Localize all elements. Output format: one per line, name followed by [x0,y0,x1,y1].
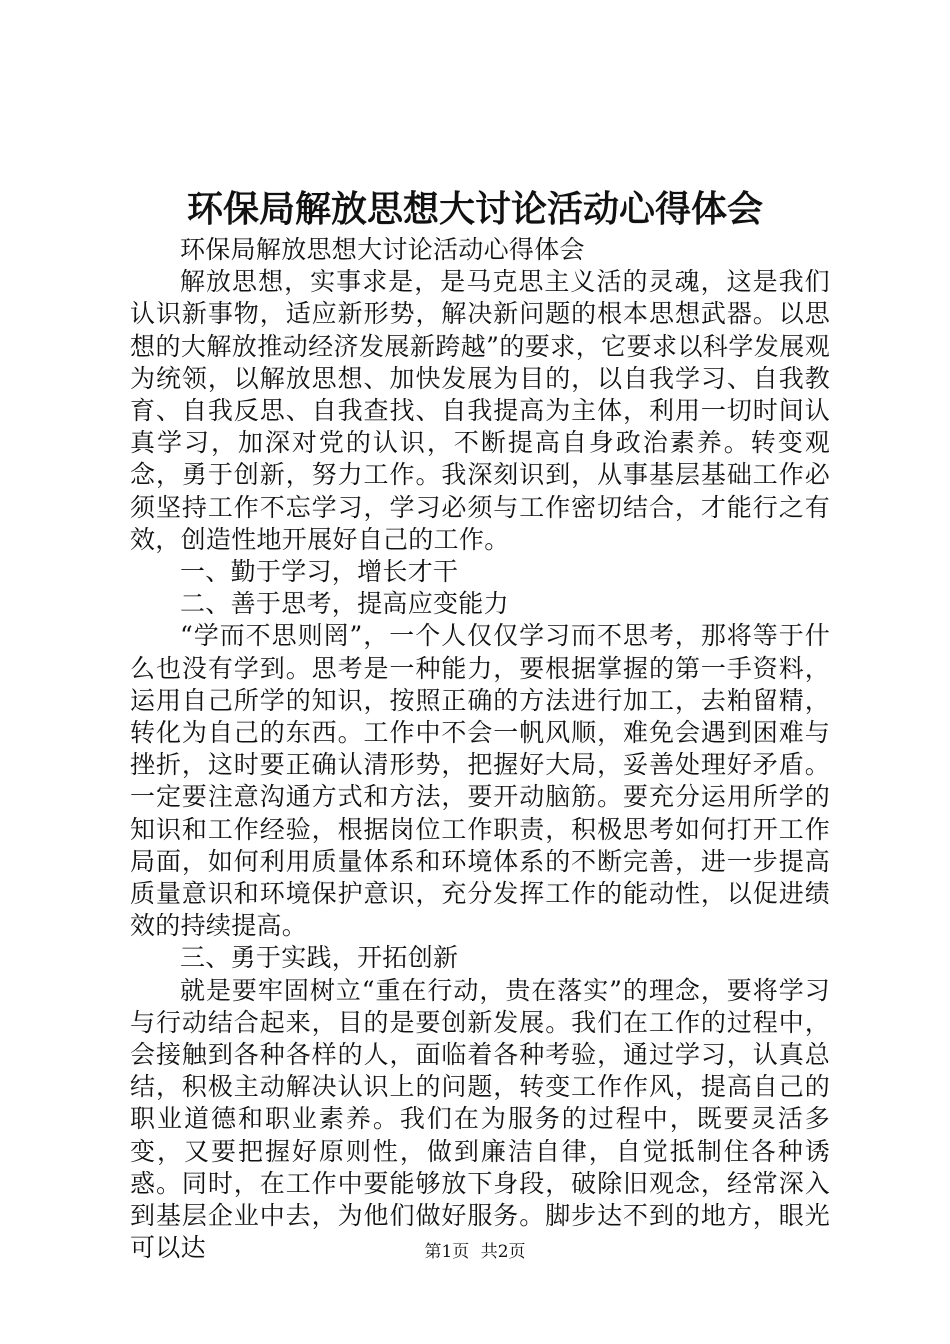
section-heading-2: 二、善于思考，提高应变能力 [180,589,509,619]
paragraph-intro: 解放思想，实事求是，是马克思主义活的灵魂，这是我们认识新事物，适应新形势，解决新问题的根本思想武器。以思想的大解放推动经济发展新跨越”的要求，它要求以科学发展观为统领，以解放思想、加快发展为目的，以自我学习、自我教育、自我反思、自我查找、自我提高为主体，利用一切时间认真学习，加深对党的认识，不断提高自身政治素养。转变观念，勇于创新，努力工作。我深刻识到，从事基层基础工作必须坚持工作不忘学习，学习必须与工作密切结合，才能行之有效，创造性地开展好自己的工作。 [130,267,830,554]
paragraph-thinking: “学而不思则罔”，一个人仅仅学习而不思考，那将等于什么也没有学到。思考是一种能力，要根据掌握的第一手资料，运用自己所学的知识，按照正确的方法进行加工，去粕留精，转化为自己的东西。工作中不会一帆风顺，难免会遇到困难与挫折，这时要正确认清形势，把握好大局，妥善处理好矛盾。一定要注意沟通方式和方法，要开动脑筋。要充分运用所学的知识和工作经验，根据岗位工作职责，积极思考如何打开工作局面，如何利用质量体系和环境体系的不断完善，进一步提高质量意识和环境保护意识，充分发挥工作的能动性，以促进绩效的持续提高。 [130,621,830,941]
document-title: 环保局解放思想大讨论活动心得体会 [186,188,763,230]
paragraph-practice: 就是要牢固树立“重在行动，贵在落实”的理念，要将学习与行动结合起来，目的是要创新发展。我们在工作的过程中，会接触到各种各样的人，面临着各种考验，通过学习，认真总结，积极主动解决认识上的问题，转变工作作风，提高自己的职业道德和职业素养。我们在为服务的过程中，既要灵活多变，又要把握好原则性，做到廉洁自律，自觉抵制住各种诱惑。同时，在工作中要能够放下身段，破除旧观念，经常深入到基层企业中去，为他们做好服务。脚步达不到的地方，眼光可以达 [130,975,830,1263]
document-body [130,234,830,1265]
section-heading-1: 一、勤于学习，增长才干 [180,557,459,587]
page-number: 第1页 [424,1242,470,1262]
page-footer [0,1240,950,1264]
paragraph-subtitle: 环保局解放思想大讨论活动心得体会 [180,235,585,264]
page-total: 共2页 [480,1242,526,1262]
section-heading-3: 三、勇于实践，开拓创新 [180,943,459,973]
